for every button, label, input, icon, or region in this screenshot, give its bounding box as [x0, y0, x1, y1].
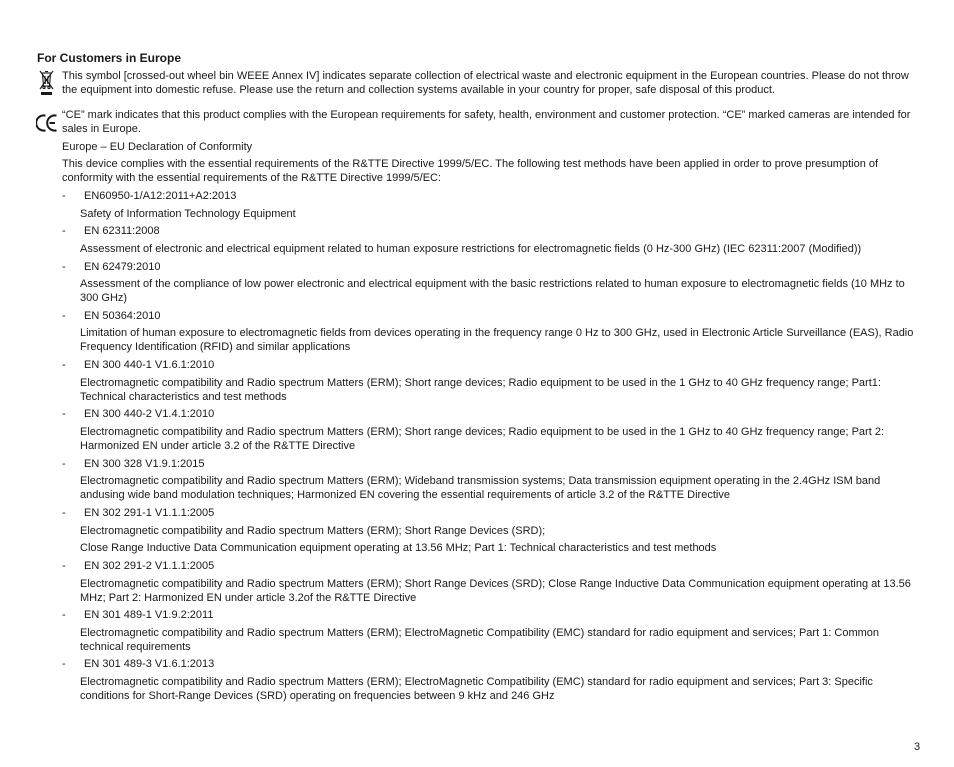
standard-code: EN 62479:2010	[84, 261, 161, 273]
section-heading: For Customers in Europe	[37, 51, 182, 65]
list-bullet: -	[62, 408, 66, 420]
weee-notice: This symbol [crossed-out wheel bin WEEE Annex IV] indicates separate collection of electrical waste and electronic equipment in the European countries. Please do not throw the equipment into domestic refuse. Please use the return and collection systems available in your country for proper, safe disposal of this product.	[62, 70, 909, 96]
standard-description: Electromagnetic compatibility and Radio spectrum Matters (ERM); Short Range Devices (SRD); Close Range Inductive Data Communication equipment operating at 13.56 MHz; Part 2: Harmonized EN under article 3.2of the R&TTE Directive	[80, 578, 911, 604]
page-number: 3	[914, 741, 921, 753]
list-bullet: -	[62, 190, 66, 202]
standard-code: EN 301 489-1 V1.9.2:2011	[84, 609, 214, 621]
standard-description: Electromagnetic compatibility and Radio spectrum Matters (ERM); ElectroMagnetic Compatibility (EMC) standard for radio equipment and services; Part 3: Specific conditions for Short-Range Devices (SRD) operating on frequencies between 9 kHz and 246 GHz	[80, 676, 873, 702]
standard-code: EN 50364:2010	[84, 310, 161, 322]
list-bullet: -	[62, 359, 66, 371]
standard-description: Assessment of the compliance of low power electronic and electrical equipment with the basic restrictions related to human exposure to electromagnetic fields (10 MHz to 300 GHz)	[80, 278, 905, 304]
list-bullet: -	[62, 658, 66, 670]
standard-code: EN 300 440-1 V1.6.1:2010	[84, 359, 215, 371]
ce-mark-icon	[36, 113, 59, 133]
standard-code: EN 62311:2008	[84, 225, 160, 237]
weee-bin-icon	[38, 69, 55, 97]
standard-description: Electromagnetic compatibility and Radio spectrum Matters (ERM); Wideband transmission systems; Data transmission equipment operating in the 2.4GHz ISM band andusing wide band modulation techniques; Harmonized EN covering the essential requirements of article 3.2 of the R&TTE Directive	[80, 475, 881, 501]
standard-code: EN 302 291-1 V1.1.1:2005	[84, 507, 215, 519]
standard-code: EN60950-1/A12:2011+A2:2013	[84, 190, 237, 202]
standard-description: Electromagnetic compatibility and Radio spectrum Matters (ERM); ElectroMagnetic Compatibility (EMC) standard for radio equipment and services; Part 1: Common technical requirements	[80, 627, 880, 653]
standard-description-continued: Close Range Inductive Data Communication equipment operating at 13.56 MHz; Part 1: Technical characteristics and test methods	[80, 542, 717, 554]
list-bullet: -	[62, 310, 66, 322]
standard-description: Limitation of human exposure to electromagnetic fields from devices operating in the frequency range 0 Hz to 300 GHz, used in Electronic Article Surveillance (EAS), Radio Frequency Identification (RFID) and similar applications	[80, 327, 914, 353]
standard-description: Electromagnetic compatibility and Radio spectrum Matters (ERM); Short Range Devices (SRD);	[80, 525, 546, 537]
standard-code: EN 301 489-3 V1.6.1:2013	[84, 658, 215, 670]
list-bullet: -	[62, 458, 66, 470]
list-bullet: -	[62, 609, 66, 621]
list-bullet: -	[62, 261, 66, 273]
standard-code: EN 300 328 V1.9.1:2015	[84, 458, 205, 470]
standard-description: Electromagnetic compatibility and Radio spectrum Matters (ERM); Short range devices; Radio equipment to be used in the 1 GHz to 40 GHz frequency range; Part 2: Harmonized EN under article 3.2 of the R&TTE Directive	[80, 426, 884, 452]
standard-description: Assessment of electronic and electrical equipment related to human exposure restrictions for electromagnetic fields (0 Hz-300 GHz) (IEC 62311:2007 (Modified))	[80, 243, 862, 255]
ce-notice: “CE” mark indicates that this product complies with the European requirements for safety, health, environment and customer protection. “CE” marked cameras are intended for sales in Europe.	[62, 109, 911, 135]
declaration-intro: This device complies with the essential requirements of the R&TTE Directive 1999/5/EC. The following test methods have been applied in order to prove presumption of conformity with the essential requirements of the R&TTE Directive 1999/5/EC:	[62, 158, 879, 184]
standard-description: Safety of Information Technology Equipment	[80, 208, 296, 220]
list-bullet: -	[62, 225, 66, 237]
standard-description: Electromagnetic compatibility and Radio spectrum Matters (ERM); Short range devices; Radio equipment to be used in the 1 GHz to 40 GHz frequency range; Part1: Technical characteristics and test methods	[80, 377, 881, 403]
standard-code: EN 300 440-2 V1.4.1:2010	[84, 408, 215, 420]
list-bullet: -	[62, 560, 66, 572]
declaration-title: Europe – EU Declaration of Conformity	[62, 141, 253, 153]
standard-code: EN 302 291-2 V1.1.1:2005	[84, 560, 215, 572]
list-bullet: -	[62, 507, 66, 519]
